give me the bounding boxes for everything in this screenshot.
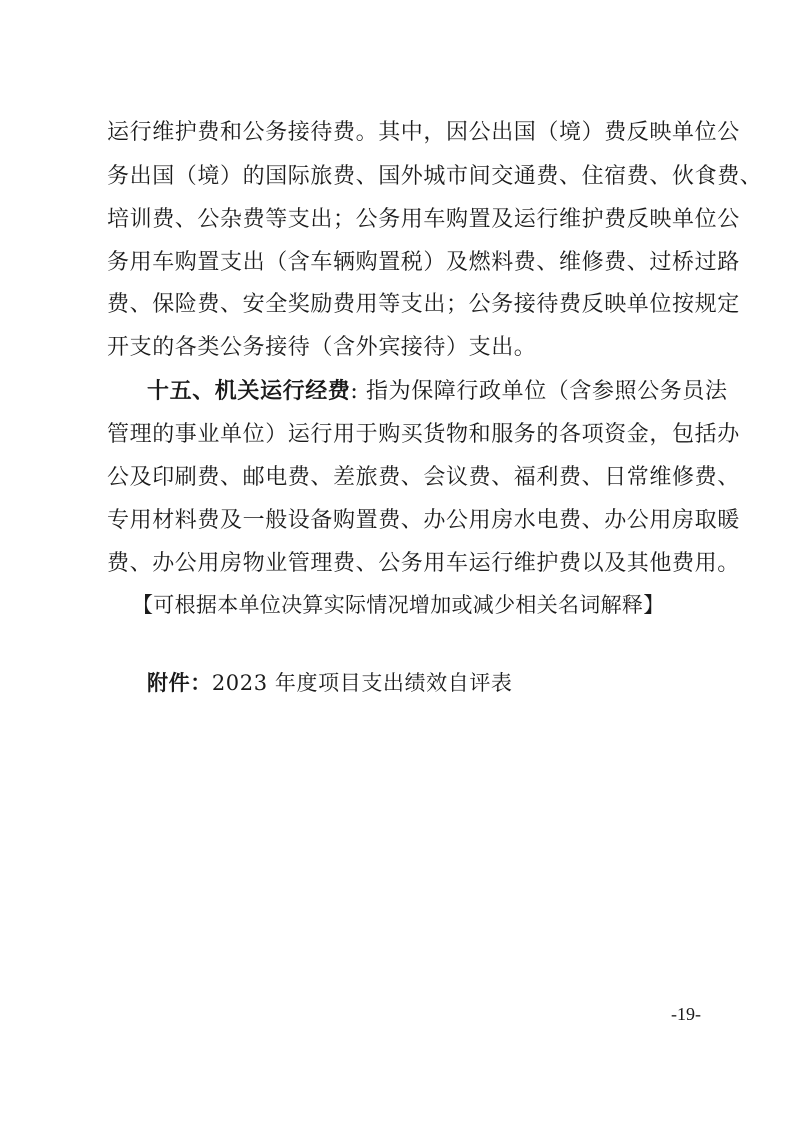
paragraph-line: 费、办公用房物业管理费、公务用车运行维护费以及其他费用。 [107, 551, 740, 576]
paragraph-line: 开支的各类公务接待（含外宾接待）支出。 [107, 335, 537, 360]
attachment-text: 2023 年度项目支出绩效自评表 [211, 671, 513, 695]
page-number: -19- [671, 1004, 701, 1024]
section-heading: 十五、机关运行经费 [147, 379, 351, 404]
section-first-line [147, 377, 728, 407]
paragraph-line: 务出国（境）的国际旅费、国外城市间交通费、住宿费、伙食费、 [107, 164, 763, 189]
attachment-line [147, 668, 513, 698]
paragraph-line: 管理的事业单位）运行用于购买货物和服务的各项资金，包括办 [107, 422, 740, 447]
paragraph-line: 费、保险费、安全奖励费用等支出；公务接待费反映单位按规定 [107, 292, 740, 317]
paragraph-line: 公及印刷费、邮电费、差旅费、会议费、福利费、日常维修费、 [107, 465, 740, 490]
bracket-note: 【可根据本单位决算实际情况增加或减少相关名词解释】 [132, 593, 665, 617]
paragraph-line: 务用车购置支出（含车辆购置税）及燃料费、维修费、过桥过路 [107, 250, 740, 275]
paragraph-line: 培训费、公杂费等支出；公务用车购置及运行维护费反映单位公 [107, 207, 740, 232]
attachment-label: 附件： [147, 671, 212, 695]
section-first-line-text: : 指为保障行政单位（含参照公务员法 [350, 379, 728, 404]
paragraph-line: 专用材料费及一般设备购置费、办公用房水电费、办公用房取暖 [107, 508, 740, 533]
paragraph-line: 运行维护费和公务接待费。其中，因公出国（境）费反映单位公 [107, 120, 740, 145]
